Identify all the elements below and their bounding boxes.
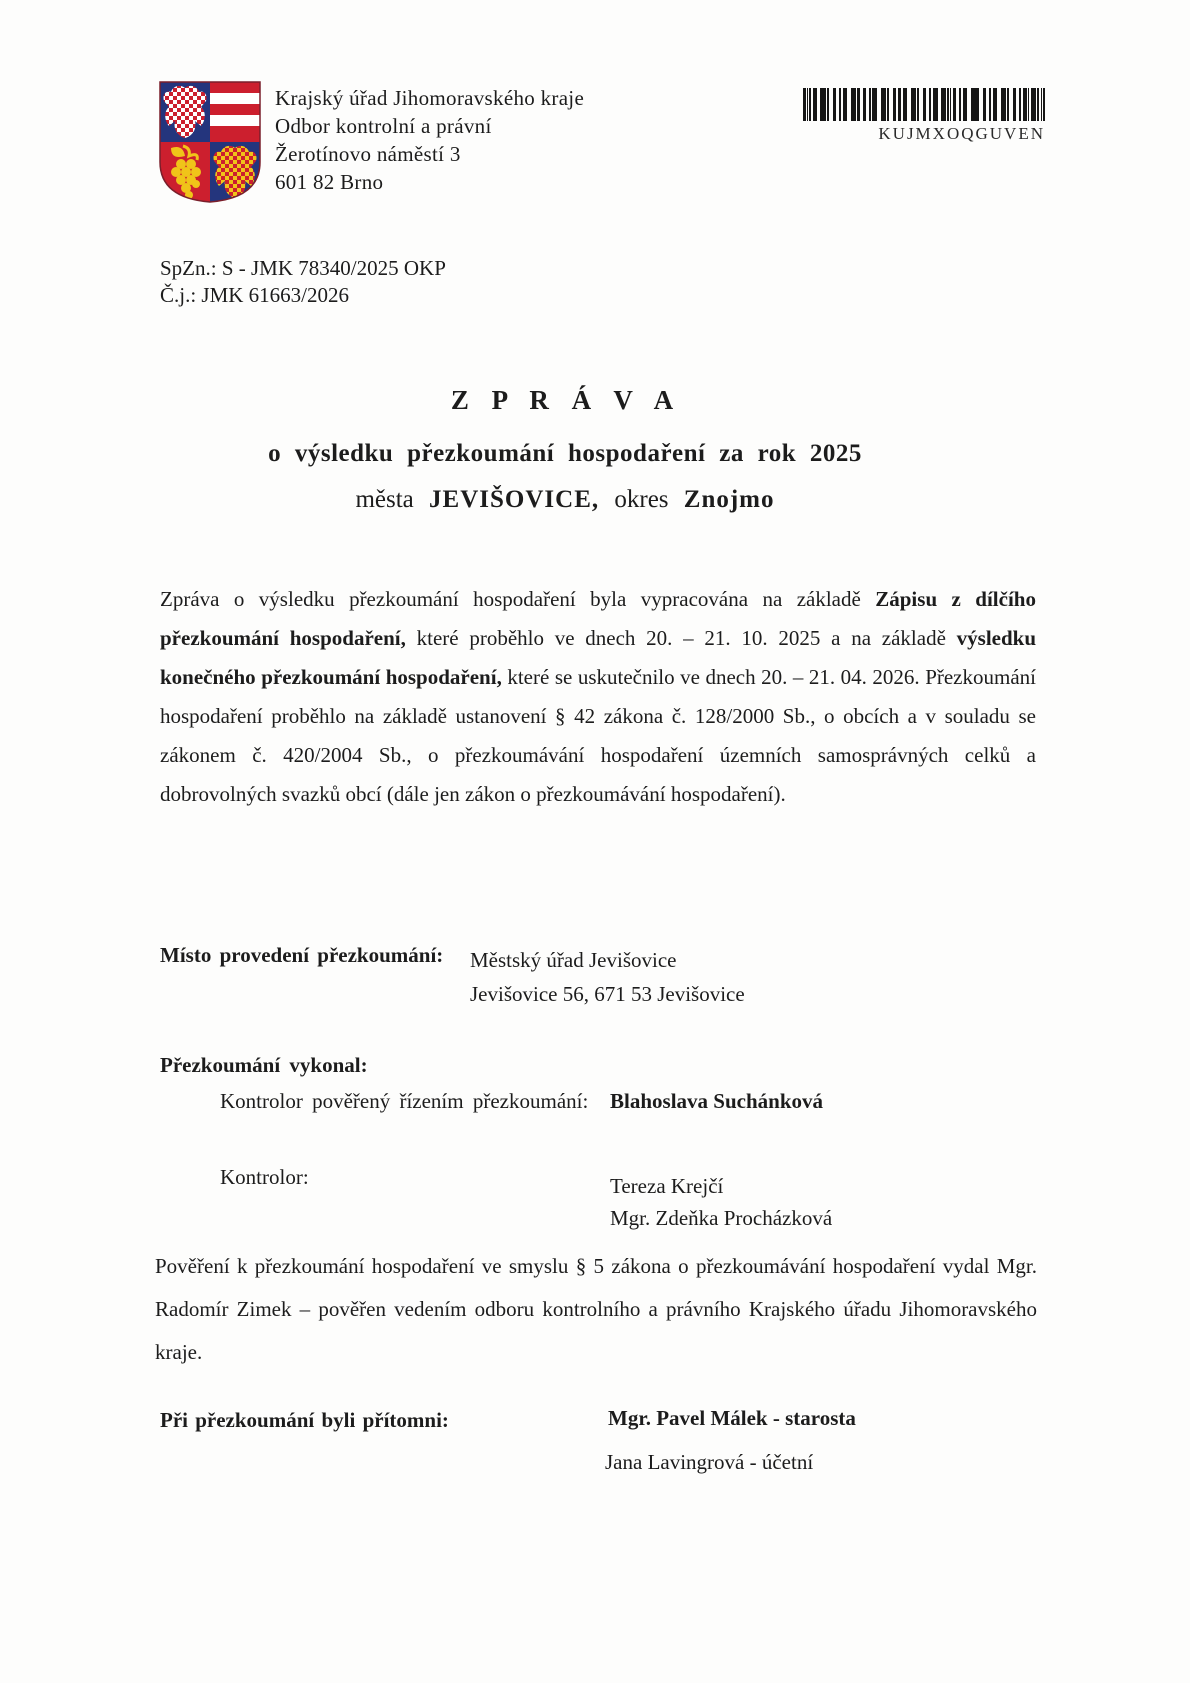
intro-paragraph xyxy=(160,580,1036,814)
letterhead-line-department: Odbor kontrolní a právní xyxy=(275,114,492,138)
authorization-paragraph: Pověření k přezkoumání hospodaření ve smyslu § 5 zákona o přezkoumávání hospodaření vydal Mgr. Radomír Zimek – pověřen vedením odboru kontrolního a právního Krajského úřadu Jihomoravského kraje. xyxy=(155,1254,1037,1364)
letterhead-line-street: Žerotínovo náměstí 3 xyxy=(275,142,461,166)
intro-seg3: které proběhlo ve dnech 20. – 21. 10. 2025 a na základě xyxy=(405,626,957,650)
subject-district: Znojmo xyxy=(683,486,775,513)
attendee-accountant: Jana Lavingrová - účetní xyxy=(605,1450,814,1474)
document-subject xyxy=(85,486,1045,514)
auditor-label: Kontrolor: xyxy=(220,1165,309,1189)
file-reference-spzn: SpZn.: S - JMK 78340/2025 OKP xyxy=(160,256,446,280)
attendees-label: Při přezkoumání byli přítomni: xyxy=(160,1408,449,1432)
barcode-code: KUJMXOQGUVEN xyxy=(878,124,1045,143)
attendee-mayor: Mgr. Pavel Málek - starosta xyxy=(608,1406,856,1430)
coat-of-arms-icon xyxy=(153,76,267,206)
title-block xyxy=(85,385,1045,514)
barcode xyxy=(803,88,1045,144)
intro-seg2-bold: Zápisu z dílčího přezkoumání hospodaření, xyxy=(160,587,1036,650)
document-subtitle: o výsledku přezkoumání hospodaření za rok 2025 xyxy=(268,440,862,467)
location-office: Městský úřad Jevišovice xyxy=(470,948,677,972)
lead-auditor-name: Blahoslava Suchánková xyxy=(610,1089,823,1113)
location-address: Jevišovice 56, 671 53 Jevišovice xyxy=(470,982,745,1006)
subject-mid: okres xyxy=(599,486,684,513)
reference-numbers xyxy=(160,255,446,309)
letterhead-line-authority: Krajský úřad Jihomoravského kraje xyxy=(275,86,585,110)
intro-seg4-bold: výsledku konečného přezkoumání hospodaření, xyxy=(160,626,1037,689)
location-label: Místo provedení přezkoumání: xyxy=(160,943,444,967)
subject-prefix: města xyxy=(355,486,430,513)
auditor-name-2: Mgr. Zdeňka Procházková xyxy=(610,1206,833,1230)
intro-seg1: Zpráva o výsledku přezkoumání hospodaření byla vypracována na základě xyxy=(160,587,876,611)
location-value xyxy=(470,943,745,1011)
auditor-name-1: Tereza Krejčí xyxy=(610,1174,724,1198)
intro-seg5: které se uskutečnilo ve dnech 20. – 21. 04. 2026. Přezkoumání hospodaření proběhlo na základě ustanovení § 42 zákona č. 128/2000 Sb., o obcích a v souladu se zákonem č. 420/2004 Sb., o přezkoumávání hospodaření územních samosprávných celků a dobrovolných svazků obcí (dále jen zákon o přezkoumávání hospodaření). xyxy=(160,665,1036,806)
lead-auditor-label: Kontrolor pověřený řízením přezkoumání: xyxy=(220,1089,589,1113)
letterhead xyxy=(275,84,584,196)
auditors-heading: Přezkoumání vykonal: xyxy=(160,1053,368,1077)
file-reference-cj: Č.j.: JMK 61663/2026 xyxy=(160,283,350,307)
document-title: Z P R Á V A xyxy=(450,385,680,415)
barcode-image xyxy=(803,88,1045,121)
subject-city: JEVIŠOVICE, xyxy=(429,486,600,513)
auditor-names xyxy=(610,1170,832,1234)
letterhead-line-city: 601 82 Brno xyxy=(275,170,384,194)
